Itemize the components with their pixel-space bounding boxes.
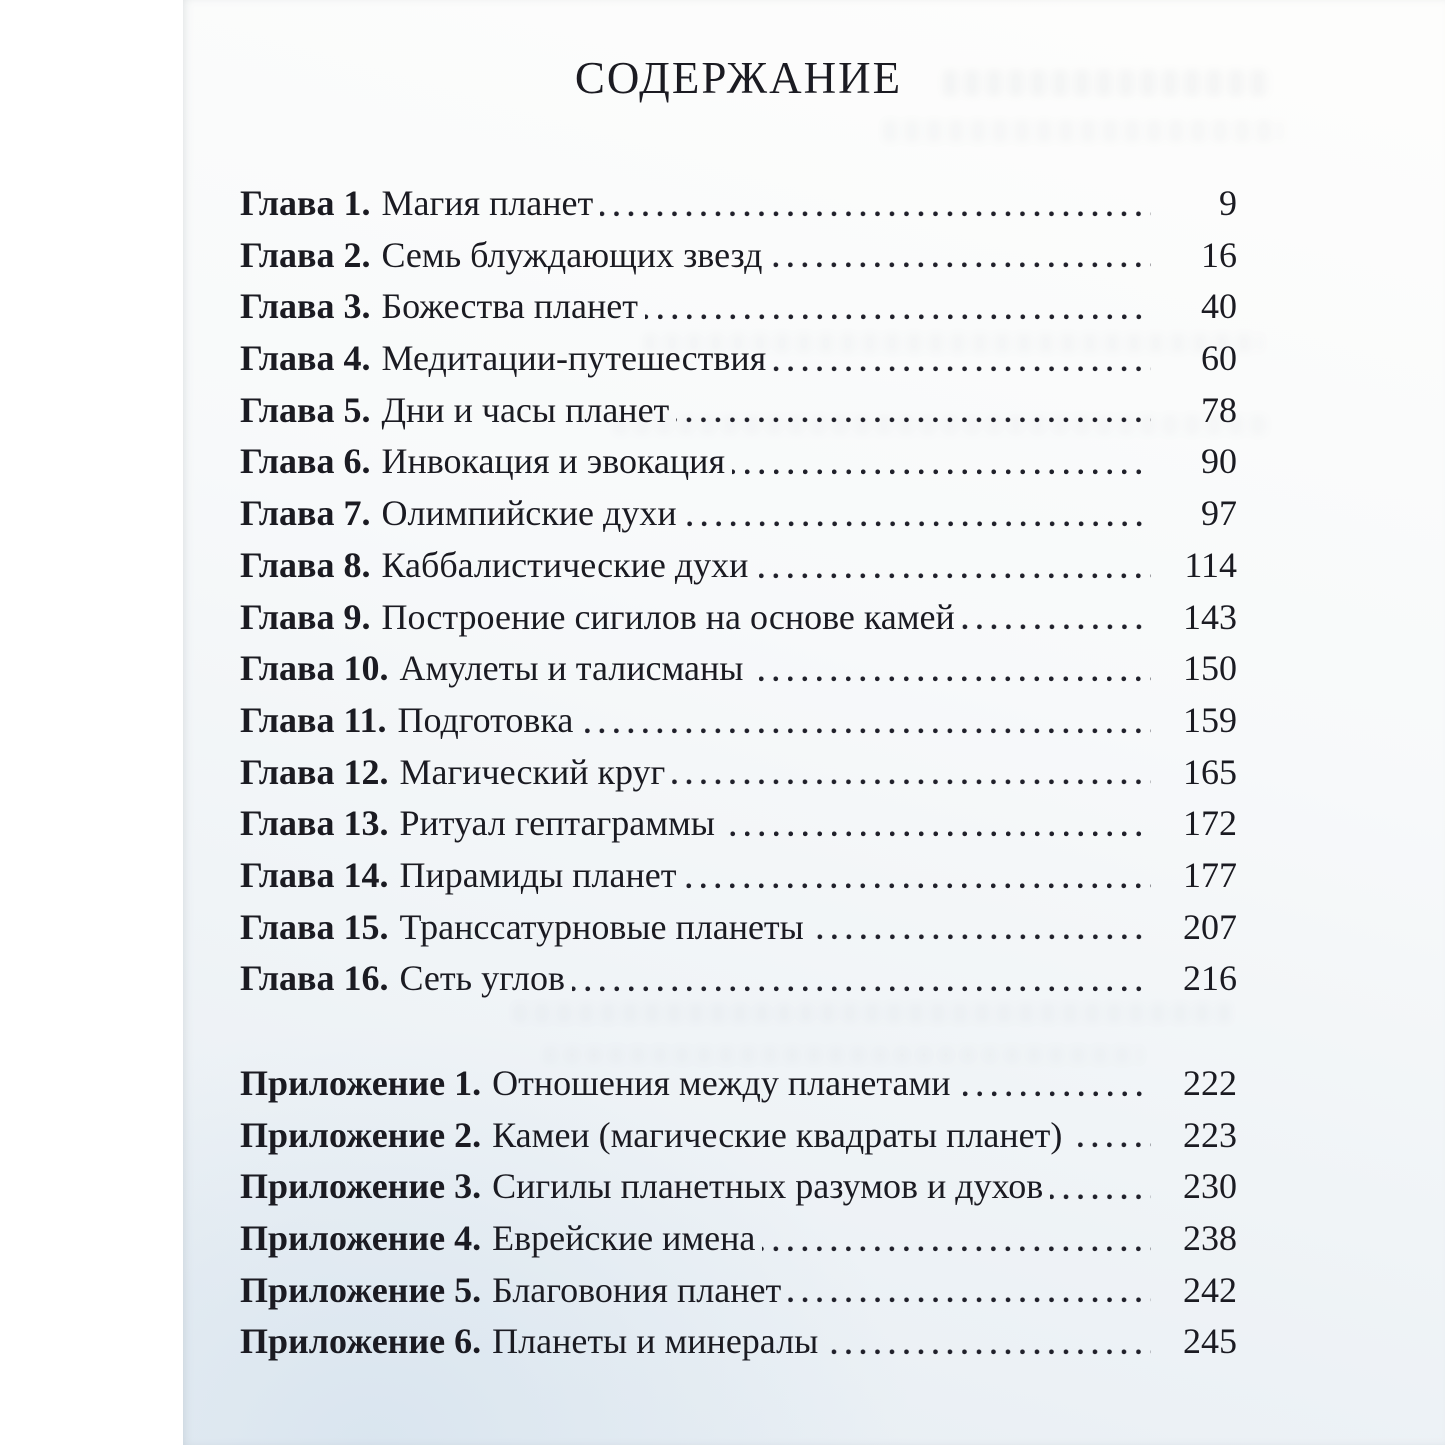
toc-entry [240,1110,1237,1162]
dot-leader [683,883,1151,889]
entry-label: Глава 15. [240,906,389,947]
entry-title: Ритуал гептаграммы [399,803,715,844]
entry-title: Олимпийские духи [381,493,677,534]
entry-title: Дни и часы планет [381,389,670,430]
toc-entry [240,281,1237,333]
entry-page-number: 245 [1183,1321,1237,1362]
entry-label: Глава 8. [240,544,371,585]
toc-entry [240,230,1237,282]
entry-page-number: 165 [1183,751,1237,792]
toc-entry [240,488,1237,540]
entry-title: Благовония планет [492,1269,782,1310]
entry-label: Глава 12. [240,751,389,792]
toc-entry [240,1161,1237,1213]
dot-leader [672,779,1151,785]
dot-leader [811,934,1151,940]
entry-title: Магия планет [381,183,594,223]
entry-title: Медитации-путешествия [381,338,767,379]
dot-leader [750,676,1151,682]
entry-page-number: 143 [1183,596,1237,637]
dot-leader [580,728,1151,734]
entry-label: Глава 1. [240,183,371,223]
entry-label: Глава 7. [240,493,371,534]
entry-title: Транссатурновые планеты [399,906,804,947]
entry-label: Глава 4. [240,338,371,379]
entry-page-number: 159 [1183,699,1237,740]
entry-title: Инвокация и эвокация [381,441,725,482]
toc-entry [240,643,1237,695]
dot-leader [684,521,1151,527]
dot-leader [962,624,1151,630]
book-page [183,0,1445,1445]
entry-page-number: 222 [1183,1063,1237,1103]
dot-leader [1069,1142,1151,1148]
entry-label: Глава 3. [240,286,371,327]
entry-page-number: 90 [1201,441,1237,482]
entry-title: Планеты и минералы [492,1321,819,1362]
entry-title: Магический круг [399,751,666,792]
entry-title: Амулеты и талисманы [399,648,744,689]
toc-entry [240,333,1237,385]
dot-leader [788,1297,1151,1303]
page-title: СОДЕРЖАНИЕ [574,53,903,103]
entry-label: Приложение 1. [240,1063,482,1103]
entry-page-number: 207 [1183,906,1237,947]
toc-entry [240,436,1237,488]
entry-page-number: 150 [1183,648,1237,689]
entry-page-number: 238 [1183,1218,1237,1259]
entry-page-number: 216 [1183,958,1237,999]
dot-leader [645,314,1151,320]
entry-title: Сеть углов [399,958,565,999]
entry-title: Каббалистические духи [381,544,749,585]
dot-leader [769,262,1151,268]
entry-page-number: 16 [1201,234,1237,275]
entry-title: Подготовка [397,699,574,740]
toc-entry [240,1213,1237,1265]
toc-entry [240,695,1237,747]
entry-title: Еврейские имена [492,1218,756,1259]
entry-page-number: 177 [1183,854,1237,895]
entry-label: Глава 13. [240,803,389,844]
entry-page-number: 172 [1183,803,1237,844]
dot-leader [762,1246,1151,1252]
toc-entry [240,1316,1237,1368]
entry-title: Семь блуждающих звезд [381,234,763,275]
entry-label: Глава 2. [240,234,371,275]
toc-entry [240,953,1237,1005]
entry-label: Приложение 4. [240,1218,482,1259]
entry-label: Приложение 6. [240,1321,482,1362]
entry-page-number: 60 [1201,338,1237,379]
table-of-contents [240,0,1237,1368]
chapters-section [240,178,1237,1005]
dot-leader [958,1091,1151,1097]
toc-entry [240,540,1237,592]
toc-entry [240,850,1237,902]
dot-leader [676,417,1151,423]
entry-page-number: 97 [1201,493,1237,534]
toc-entry [240,902,1237,954]
entry-page-number: 78 [1201,389,1237,430]
entry-page-number: 114 [1184,544,1237,585]
toc-entry [240,798,1237,850]
entry-page-number: 230 [1183,1166,1237,1207]
entry-title: Пирамиды планет [399,854,677,895]
toc-entry [240,178,1237,230]
entry-title: Построение сигилов на основе камей [381,596,955,637]
entry-label: Глава 11. [240,699,387,740]
entry-label: Глава 16. [240,958,389,999]
toc-entry [240,1058,1237,1110]
dot-leader [773,366,1151,372]
entry-label: Глава 6. [240,441,371,482]
entry-label: Глава 10. [240,648,389,689]
entry-title: Камеи (магические квадраты планет) [492,1114,1063,1155]
dot-leader [722,831,1151,837]
entry-title: Божества планет [381,286,638,327]
dot-leader [600,211,1151,217]
dot-leader [755,573,1151,579]
entry-page-number: 242 [1183,1269,1237,1310]
entry-page-number: 40 [1201,286,1237,327]
entry-label: Приложение 2. [240,1114,482,1155]
dot-leader [825,1349,1151,1355]
toc-entry [240,1265,1237,1317]
entry-label: Глава 9. [240,596,371,637]
entry-label: Глава 14. [240,854,389,895]
dot-leader [732,469,1151,475]
dot-leader [1050,1194,1151,1200]
entry-page-number: 9 [1219,183,1237,223]
toc-entry [240,747,1237,799]
entry-label: Приложение 5. [240,1269,482,1310]
appendices-section [240,1058,1237,1368]
entry-title: Сигилы планетных разумов и духов [492,1166,1044,1207]
entry-title: Отношения между планетами [492,1063,951,1103]
dot-leader [572,986,1151,992]
entry-label: Приложение 3. [240,1166,482,1207]
entry-label: Глава 5. [240,389,371,430]
toc-entry [240,592,1237,644]
toc-entry [240,385,1237,437]
entry-page-number: 223 [1183,1114,1237,1155]
